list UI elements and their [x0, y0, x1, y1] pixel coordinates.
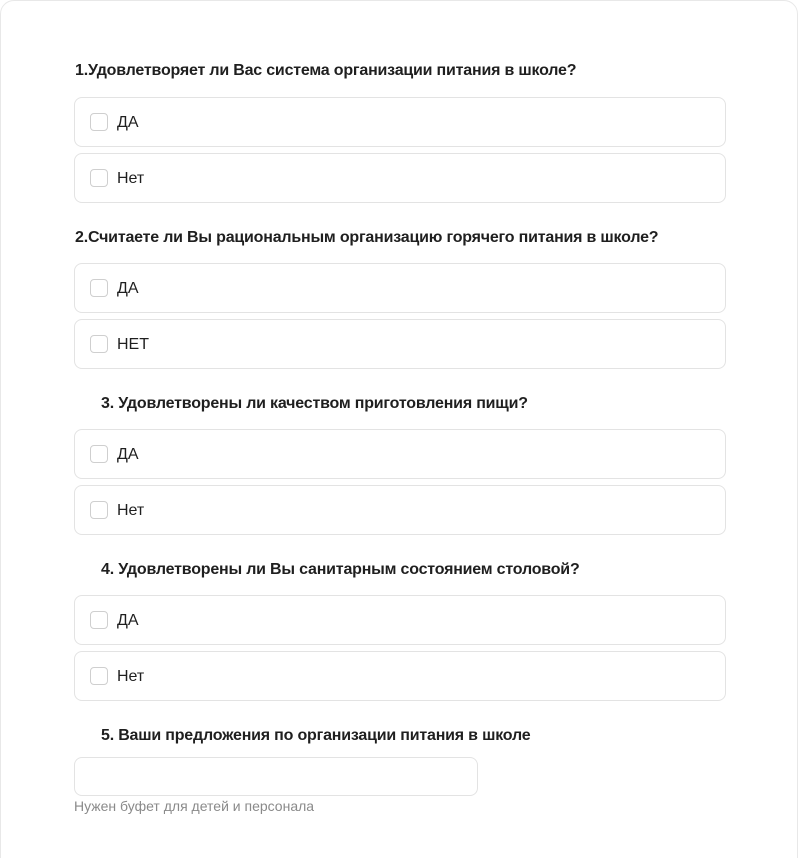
question-4-option-no[interactable]	[74, 651, 726, 701]
checkbox[interactable]	[90, 335, 108, 353]
option-label: ДА	[117, 114, 139, 131]
option-label: Нет	[117, 502, 145, 519]
checkbox[interactable]	[90, 611, 108, 629]
question-1-title: 1.Удовлетворяет ли Вас система организации питания в школе?	[75, 62, 577, 79]
checkbox[interactable]	[90, 279, 108, 297]
question-5-title: 5. Ваши предложения по организации питания в школе	[101, 727, 531, 744]
question-2-option-yes[interactable]	[74, 263, 726, 313]
question-1-option-yes[interactable]	[74, 97, 726, 147]
question-4-title: 4. Удовлетворены ли Вы санитарным состоянием столовой?	[101, 561, 580, 578]
question-2-title: 2.Считаете ли Вы рациональным организацию горячего питания в школе?	[75, 229, 659, 246]
checkbox[interactable]	[90, 667, 108, 685]
checkbox[interactable]	[90, 501, 108, 519]
question-3-option-yes[interactable]	[74, 429, 726, 479]
question-3-option-no[interactable]	[74, 485, 726, 535]
suggestions-answer-text: Нужен буфет для детей и персонала	[74, 798, 315, 814]
option-label: ДА	[117, 612, 139, 629]
option-label: Нет	[117, 668, 145, 685]
question-2-option-no[interactable]	[74, 319, 726, 369]
suggestions-input[interactable]	[74, 757, 478, 796]
option-label: НЕТ	[117, 336, 149, 353]
question-1-option-no[interactable]	[74, 153, 726, 203]
checkbox[interactable]	[90, 445, 108, 463]
option-label: Нет	[117, 170, 145, 187]
checkbox[interactable]	[90, 113, 108, 131]
question-3-title: 3. Удовлетворены ли качеством приготовления пищи?	[101, 395, 528, 412]
option-label: ДА	[117, 446, 139, 463]
question-4-option-yes[interactable]	[74, 595, 726, 645]
checkbox[interactable]	[90, 169, 108, 187]
option-label: ДА	[117, 280, 139, 297]
